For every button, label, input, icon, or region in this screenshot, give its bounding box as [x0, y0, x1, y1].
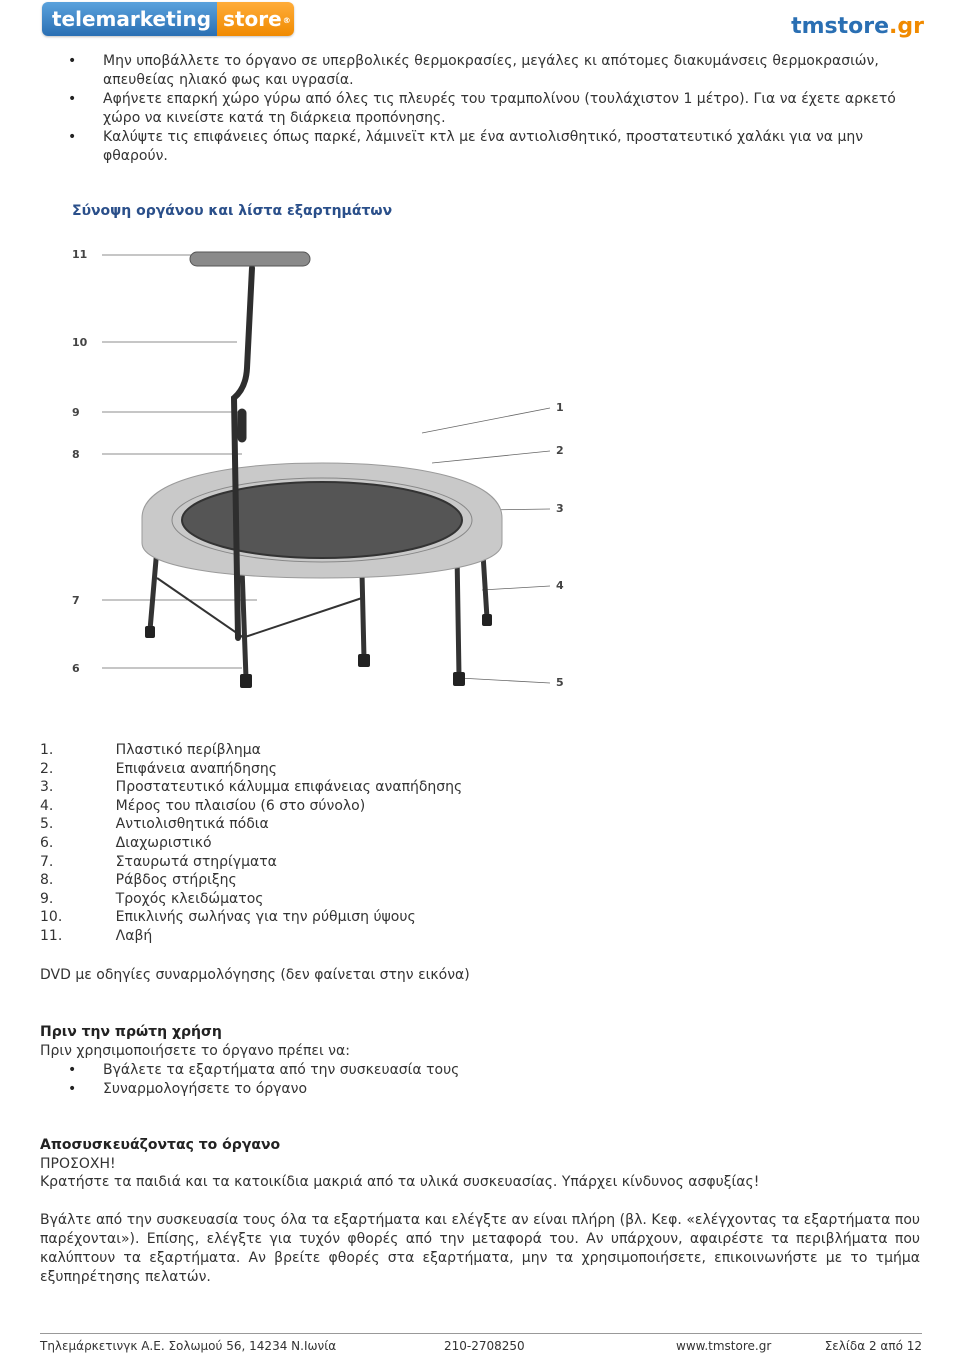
label-10: 10	[72, 336, 88, 349]
warning-label: ΠΡΟΣΟΧΗ!	[40, 1156, 116, 1172]
part-item: 2. Επιφάνεια αναπήδησης	[40, 760, 277, 777]
safety-bullet-list	[40, 52, 920, 166]
tmstore-logo[interactable]	[791, 14, 924, 39]
unpacking-paragraph: Βγάλτε από την συσκευασία τους όλα τα εξαρτήματα και ελέγξτε αν είναι πλήρη (βλ. Κεφ. «ελέγχοντας τα εξαρτήματα που παρέχονται»). Επίσης, ελέγξτε για τυχόν φθορές από την μεταφορά του. Αν υπάρχουν, αφαιρέστε τα περιβλήματα που καλύπτουν τα εξαρτήματα. Αν βρείτε φθορές στα εξαρτήματα, μην τα χρησιμοποιήσετε, επικοινωνήστε με το τμήμα εξυπηρέτησης πελατών.	[40, 1212, 920, 1285]
trampoline-diagram	[62, 238, 582, 718]
first-use-intro: Πριν χρησιμοποιήσετε το όργανο πρέπει να:	[40, 1043, 350, 1059]
first-use-bullet-list	[40, 1061, 920, 1099]
label-8: 8	[72, 448, 80, 461]
part-item: 4. Μέρος του πλαισίου (6 στο σύνολο)	[40, 797, 366, 814]
first-use-title: Πριν την πρώτη χρήση	[40, 1024, 222, 1040]
label-3: 3	[556, 502, 564, 515]
logo-gr: .gr	[889, 14, 924, 39]
first-use-bullet: • Συναρμολογήσετε το όργανο	[40, 1080, 920, 1099]
part-item: 7. Σταυρωτά στηρίγματα	[40, 853, 277, 870]
label-11: 11	[72, 248, 88, 261]
part-item: 11. Λαβή	[40, 927, 153, 944]
page-footer	[40, 1337, 922, 1357]
parts-list	[40, 741, 462, 946]
footer-phone: 210-2708250	[444, 1339, 525, 1353]
label-5: 5	[556, 676, 564, 689]
safety-bullet: • Καλύψτε τις επιφάνειες όπως παρκέ, λάμινεϊτ κτλ με ένα αντιολισθητικό, προστατευτικό χαλάκι για να μην φθαρούν.	[40, 128, 920, 166]
label-6: 6	[72, 662, 80, 675]
part-item: 9. Τροχός κλειδώματος	[40, 890, 264, 907]
safety-bullet: • Μην υποβάλλετε το όργανο σε υπερβολικές θερμοκρασίες, μεγάλες κι απότομες διακυμάνσεις θερμοκρασιών, απευθείας ηλιακό φως και υγρασία.	[40, 52, 920, 90]
safety-bullet: • Αφήνετε επαρκή χώρο γύρω από όλες τις πλευρές του τραμπολίνου (τουλάχιστον 1 μέτρο). Για να έχετε αρκετό χώρο να κινείστε κατά τη διάρκεια προπόνησης.	[40, 90, 920, 128]
telemarketing-store-logo[interactable]	[42, 2, 294, 36]
label-7: 7	[72, 594, 80, 607]
first-use-bullet: • Βγάλετε τα εξαρτήματα από την συσκευασία τους	[40, 1061, 920, 1080]
footer-website[interactable]: www.tmstore.gr	[676, 1339, 772, 1353]
unpacking-title: Αποσυσκευάζοντας το όργανο	[40, 1137, 281, 1153]
logo-part-store: store ®	[217, 2, 294, 36]
label-2: 2	[556, 444, 564, 457]
part-item: 6. Διαχωριστικό	[40, 834, 212, 851]
dvd-note: DVD με οδηγίες συναρμολόγησης (δεν φαίνεται στην εικόνα)	[40, 967, 470, 983]
logo-part-telemarketing: telemarketing	[42, 2, 217, 36]
part-item: 1. Πλαστικό περίβλημα	[40, 742, 261, 758]
label-1: 1	[556, 401, 564, 414]
part-item: 8. Ράβδος στήριξης	[40, 872, 237, 889]
logo-tmstore: tmstore	[791, 14, 890, 39]
registered-mark: ®	[282, 16, 291, 25]
page-header	[0, 0, 960, 40]
part-item: 3. Προστατευτικό κάλυμμα επιφάνειας αναπήδησης	[40, 779, 463, 796]
footer-divider	[40, 1333, 922, 1334]
label-9: 9	[72, 406, 80, 419]
part-item: 5. Αντιολισθητικά πόδια	[40, 816, 269, 833]
footer-company: Τηλεμάρκετινγκ Α.Ε. Σολωμού 56, 14234 Ν.Ιωνία	[40, 1339, 337, 1353]
overview-title: Σύνοψη οργάνου και λίστα εξαρτημάτων	[72, 203, 393, 219]
warning-text: Κρατήστε τα παιδιά και τα κατοικίδια μακριά από τα υλικά συσκευασίας. Υπάρχει κίνδυνος ασφυξίας!	[40, 1174, 760, 1190]
footer-page-number: Σελίδα 2 από 12	[824, 1339, 922, 1353]
label-4: 4	[556, 579, 564, 592]
part-item: 10. Επικλινής σωλήνας για την ρύθμιση ύψους	[40, 909, 416, 926]
